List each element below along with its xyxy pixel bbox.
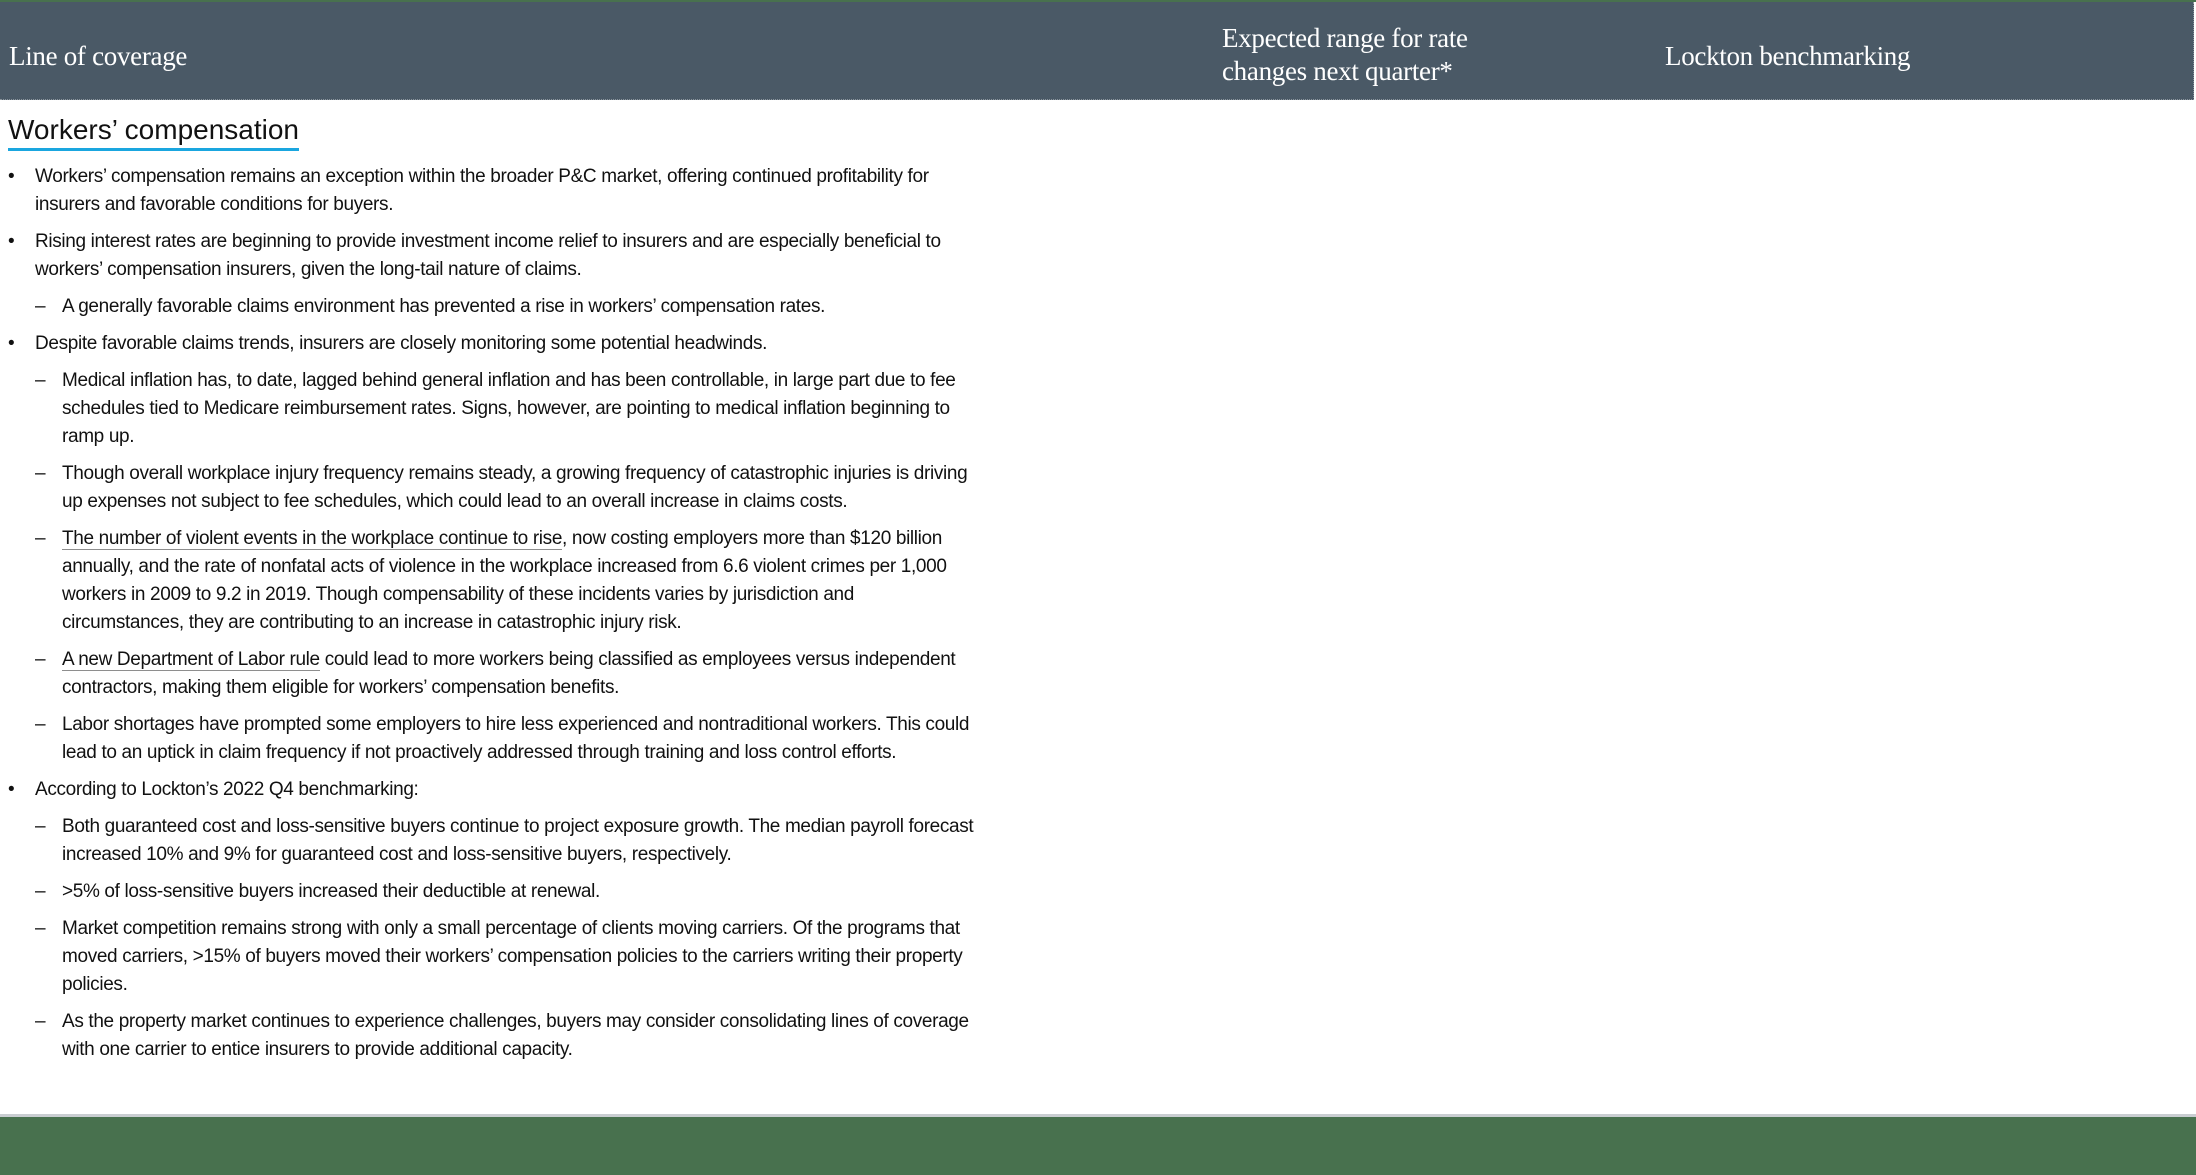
list-item: • Workers’ compensation remains an exception within the broader P&C market, offering continued profitability for insurers and favorable conditions for buyers.: [0, 163, 980, 219]
list-item: • Rising interest rates are beginning to provide investment income relief to insurers and are especially beneficial to workers’ compensation insurers, given the long-tail nature of claims.: [0, 228, 980, 284]
bullet-icon: •: [8, 231, 15, 252]
dash-icon: –: [35, 714, 46, 735]
sub-list-item: – As the property market continues to experience challenges, buyers may consider consolidating lines of coverage with one carrier to entice insurers to provide additional capacity.: [0, 1008, 980, 1064]
bullet-list: [0, 163, 980, 1073]
dash-icon: –: [35, 881, 46, 902]
section-title: Workers’ compensation: [8, 114, 299, 151]
header-expected-range: Expected range for rate changes next quarter*: [1222, 23, 1468, 86]
dash-icon: –: [35, 1011, 46, 1032]
list-item: • According to Lockton’s 2022 Q4 benchmarking:: [0, 776, 980, 804]
header-line-of-coverage: Line of coverage: [9, 41, 188, 71]
dash-icon: –: [35, 918, 46, 939]
violent-events-link[interactable]: The number of violent events in the workplace continue to rise: [62, 528, 563, 549]
list-item: • Despite favorable claims trends, insurers are closely monitoring some potential headwinds.: [0, 330, 980, 358]
sub-list-item: – Labor shortages have prompted some employers to hire less experienced and nontraditional workers. This could lead to an uptick in claim frequency if not proactively addressed through training and loss control efforts.: [0, 711, 980, 767]
dash-icon: –: [35, 649, 46, 670]
sub-list-item: – A new Department of Labor rule could lead to more workers being classified as employees versus independent contractors, making them eligible for workers’ compensation benefits.: [0, 646, 980, 702]
sub-list-item: – Medical inflation has, to date, lagged behind general inflation and has been controllable, in large part due to fee schedules tied to Medicare reimbursement rates. Signs, however, are pointing to medical inflation beginning to ramp up.: [0, 367, 980, 451]
sub-list-item: – Market competition remains strong with only a small percentage of clients moving carriers. Of the programs that moved carriers, >15% of buyers moved their workers’ compensation policies to the carriers writing their property policies.: [0, 915, 980, 999]
bullet-icon: •: [8, 166, 15, 187]
header-lockton-benchmarking: Lockton benchmarking: [1665, 41, 1911, 71]
dash-icon: –: [35, 463, 46, 484]
dash-icon: –: [35, 528, 46, 549]
bullet-icon: •: [8, 779, 15, 800]
sub-list-item: – >5% of loss-sensitive buyers increased their deductible at renewal.: [0, 878, 980, 906]
sub-list-item: – Both guaranteed cost and loss-sensitive buyers continue to project exposure growth. The median payroll forecast increased 10% and 9% for guaranteed cost and loss-sensitive buyers, respectively.: [0, 813, 980, 869]
table-header: [0, 2, 2194, 100]
department-of-labor-rule-link[interactable]: A new Department of Labor rule: [62, 649, 320, 670]
dash-icon: –: [35, 816, 46, 837]
sub-list-item: – The number of violent events in the workplace continue to rise, now costing employers more than $120 billion annually, and the rate of nonfatal acts of violence in the workplace increased from 6.6 violent crimes per 1,000 workers in 2009 to 9.2 in 2019. Though compensability of these incidents varies by jurisdiction and circumstances, they are contributing to an increase in catastrophic injury risk.: [0, 525, 980, 637]
bullet-icon: •: [8, 333, 15, 354]
sub-list-item: – Though overall workplace injury frequency remains steady, a growing frequency of catastrophic injuries is driving up expenses not subject to fee schedules, which could lead to an overall increase in claims costs.: [0, 460, 980, 516]
dash-icon: –: [35, 370, 46, 391]
dash-icon: –: [35, 296, 46, 317]
footer-bar: [0, 1117, 2196, 1175]
sub-list-item: – A generally favorable claims environment has prevented a rise in workers’ compensation rates.: [0, 293, 980, 321]
